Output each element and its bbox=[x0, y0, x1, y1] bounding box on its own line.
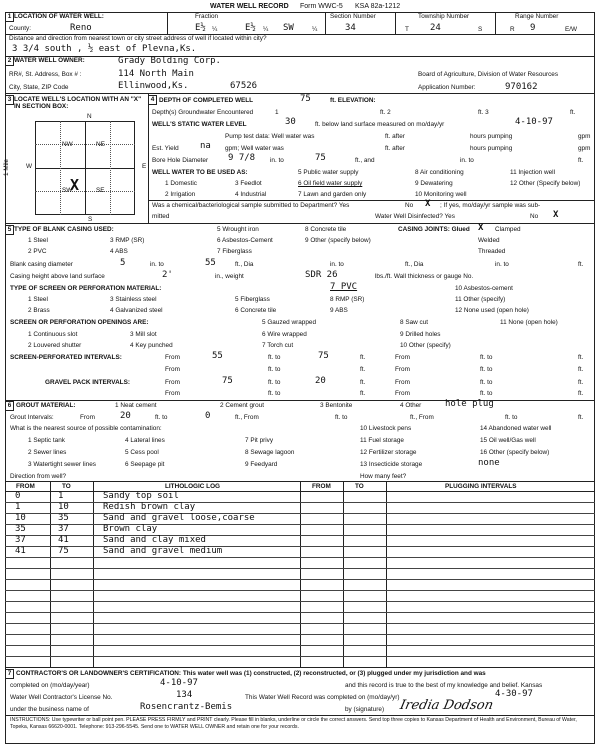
screen-material-label: TYPE OF SCREEN OR PERFORATION MATERIAL: bbox=[10, 285, 162, 292]
use-public: 5 Public water supply bbox=[298, 169, 359, 176]
gp-ft-3: ft. bbox=[360, 390, 366, 397]
log-rule bbox=[5, 601, 595, 602]
application-label: Application Number: bbox=[418, 84, 476, 91]
log-row-from: 35 bbox=[15, 524, 26, 534]
screen-concrete: 6 Concrete tile bbox=[235, 307, 277, 314]
sp-ft-to: ft. to bbox=[268, 354, 281, 361]
gi-ft-3: ft. bbox=[578, 414, 584, 421]
log-rule bbox=[5, 623, 595, 624]
grout-intervals-label: Grout Intervals: bbox=[10, 414, 54, 421]
range-r: R bbox=[510, 26, 515, 33]
direction-label: Direction from well? bbox=[10, 473, 67, 480]
casing-fiberglass: 7 Fiberglass bbox=[217, 248, 252, 255]
fraction-1: E½ bbox=[195, 23, 206, 33]
instructions-text: INSTRUCTIONS: Use typewriter or ball point pen. PLEASE PRESS FIRMLY and PRINT clearly. Please fill in blanks, underline or circle the correct answers. Send top three copies to Kansas Department of Health and Environment, Bureau of Water, Topeka, Kansas 66620-0001. Telephone: 913-296-5545. Send one to WATER WELL OWNER and retain one for your records. bbox=[10, 717, 577, 730]
section-number-2: 2 bbox=[5, 56, 14, 66]
disinfected-no: No bbox=[530, 213, 539, 220]
casing-concrete: 8 Concrete tile bbox=[305, 226, 347, 233]
sp-ft-to-3: ft. to bbox=[268, 366, 281, 373]
sp-ft-to-2: ft. to bbox=[480, 354, 493, 361]
gp-ft-4: ft. bbox=[578, 390, 584, 397]
static-suffix: ft. below land surface measured on mo/day/yr bbox=[315, 121, 445, 128]
gw-1: 1 bbox=[275, 109, 279, 116]
gi-ft-to-2: ft. to bbox=[335, 414, 348, 421]
open-mill: 3 Mill slot bbox=[130, 331, 157, 338]
township-s: S bbox=[478, 26, 483, 33]
sp-ft-4: ft. bbox=[578, 366, 584, 373]
casing-abs: 4 ABS bbox=[110, 248, 128, 255]
diameter-ft-dia-2: ft., Dia bbox=[405, 261, 424, 268]
bore-in-to: in. to bbox=[270, 157, 284, 164]
log-row-from: 0 bbox=[15, 491, 21, 501]
bact-mitted: mitted bbox=[152, 213, 170, 220]
fraction-3: SW bbox=[283, 23, 294, 33]
log-row-to: 37 bbox=[58, 524, 69, 534]
screen-brass: 2 Brass bbox=[28, 307, 50, 314]
open-torch: 7 Torch cut bbox=[262, 342, 294, 349]
static-level-value: 30 bbox=[285, 117, 296, 127]
log-rule bbox=[5, 656, 595, 657]
south-label: S bbox=[88, 216, 93, 223]
bore-to-value: 75 bbox=[315, 153, 326, 163]
sp-ft: ft. bbox=[360, 354, 366, 361]
log-rule bbox=[5, 634, 595, 635]
log-row-to: 1 bbox=[58, 491, 64, 501]
log-rule bbox=[5, 535, 595, 536]
county-value: Reno bbox=[70, 23, 92, 33]
business-name: Rosencrantz-Bemis bbox=[140, 702, 233, 712]
use-injection: 11 Injection well bbox=[510, 169, 555, 176]
log-row-desc: Sand and gravel loose,coarse bbox=[103, 513, 255, 523]
ksa-reference: KSA 82a-1212 bbox=[355, 3, 401, 10]
weight-value: SDR 26 bbox=[305, 270, 338, 280]
disinfected-x: X bbox=[553, 210, 559, 220]
diameter-ft-3: ft. bbox=[578, 261, 584, 268]
contam-seepage: 6 Seepage pit bbox=[125, 461, 165, 468]
gp-ft-to-2: ft. to bbox=[480, 379, 493, 386]
grout-label: GROUT MATERIAL: bbox=[16, 402, 76, 409]
casing-steel: 1 Steel bbox=[28, 237, 48, 244]
city-value: Ellinwood,Ks. bbox=[118, 81, 189, 91]
open-other: 10 Other (specify) bbox=[400, 342, 451, 349]
license-number: 134 bbox=[176, 690, 193, 700]
section-number-label: Section Number bbox=[330, 13, 376, 20]
form-number: Form WWC-5 bbox=[300, 3, 343, 10]
use-lawn: 7 Lawn and garden only bbox=[298, 191, 367, 198]
license-label: Water Well Contractor's License No. bbox=[10, 694, 113, 701]
elevation-label: ft. ELEVATION: bbox=[330, 97, 376, 104]
depth-value: 75 bbox=[300, 94, 311, 104]
use-oilfield: 6 Oil field water supply bbox=[298, 180, 363, 187]
log-rule bbox=[5, 590, 595, 591]
completed-suffix: and this record is true to the best of my knowledge and belief. Kansas bbox=[345, 682, 543, 689]
contam-septic: 1 Septic tank bbox=[28, 437, 65, 444]
use-other: 12 Other (Specify below) bbox=[510, 180, 581, 187]
casing-other: 9 Other (specify below) bbox=[305, 237, 371, 244]
gi-to-value: 0 bbox=[205, 411, 211, 421]
section-number-5: 5 bbox=[5, 225, 14, 235]
application-number: 970162 bbox=[505, 82, 538, 92]
yield-hours: hours pumping bbox=[470, 145, 513, 152]
log-row-desc: Sandy top soil bbox=[103, 491, 179, 501]
log-row-from: 10 bbox=[15, 513, 26, 523]
height-label: Casing height above land surface bbox=[10, 273, 105, 280]
section-value: 34 bbox=[345, 23, 356, 33]
screen-other: 11 Other (specify) bbox=[455, 296, 506, 303]
contam-cesspool: 5 Cess pool bbox=[125, 449, 159, 456]
contam-fertilizer: 12 Fertilizer storage bbox=[360, 449, 417, 456]
yield-label: Est. Yield bbox=[152, 145, 179, 152]
log-row-from: 1 bbox=[15, 502, 21, 512]
gw-2: ft. 2 bbox=[380, 109, 391, 116]
gp-ft: ft. bbox=[360, 379, 366, 386]
open-gauzed: 5 Gauzed wrapped bbox=[262, 319, 317, 326]
gi-ft-to: ft. to bbox=[155, 414, 168, 421]
use-label: WELL WATER TO BE USED AS: bbox=[152, 169, 248, 176]
contamination-label: What is the nearest source of possible contamination: bbox=[10, 425, 162, 432]
groundwater-label: Depth(s) Groundwater Encountered bbox=[152, 109, 254, 116]
township-label: Township Number bbox=[418, 13, 470, 20]
contam-watertight: 3 Watertight sewer lines bbox=[28, 461, 96, 468]
contam-abandoned: 14 Abandoned water well bbox=[480, 425, 552, 432]
sp-from-3: From bbox=[165, 366, 180, 373]
city-label: City, State, ZIP Code bbox=[9, 84, 69, 91]
gp-to-value: 20 bbox=[315, 376, 326, 386]
range-label: Range Number bbox=[515, 13, 559, 20]
screen-rmp: 8 RMP (SR) bbox=[330, 296, 365, 303]
certification-text: CONTRACTOR'S OR LANDOWNER'S CERTIFICATION: This water well was (1) constructed, (2) reconstructed, or (3) plugged under my jurisdiction and was bbox=[16, 670, 486, 677]
wall-thickness-label: lbs./ft. Wall thickness or gauge No. bbox=[375, 273, 474, 280]
use-domestic: 1 Domestic bbox=[165, 180, 197, 187]
signature: Iredia Dodson bbox=[398, 698, 495, 713]
bact-no: No bbox=[405, 202, 414, 209]
grout-cement: 2 Cement grout bbox=[220, 402, 265, 409]
location-label: LOCATION OF WATER WELL: bbox=[14, 13, 104, 20]
contam-livestock: 10 Livestock pens bbox=[360, 425, 412, 432]
contam-fuel: 11 Fuel storage bbox=[360, 437, 404, 444]
log-row-desc: Redish brown clay bbox=[103, 502, 196, 512]
height-weight: in., weight bbox=[215, 273, 244, 280]
joints-label: CASING JOINTS: Glued bbox=[398, 226, 470, 233]
open-none: 11 None (open hole) bbox=[500, 319, 558, 326]
gp-from-4: From bbox=[395, 390, 410, 397]
log-rule bbox=[5, 502, 595, 503]
gi-from-label: From bbox=[80, 414, 95, 421]
contam-lagoon: 8 Sewage lagoon bbox=[245, 449, 295, 456]
diameter-in-to-2: in. to bbox=[330, 261, 344, 268]
open-key: 4 Key punched bbox=[130, 342, 173, 349]
log-row-desc: Brown clay bbox=[103, 524, 158, 534]
grout-other-value: hole plug bbox=[445, 399, 494, 409]
pump-gpm: gpm bbox=[578, 133, 591, 140]
completed-date: 4-10-97 bbox=[160, 678, 198, 688]
log-rule bbox=[5, 524, 595, 525]
log-row-desc: Sand and gravel medium bbox=[103, 546, 223, 556]
pump-hours: hours pumping bbox=[470, 133, 513, 140]
county-label: County: bbox=[9, 25, 32, 32]
contam-sewer: 2 Sewer lines bbox=[28, 449, 67, 456]
casing-label: TYPE OF BLANK CASING USED: bbox=[14, 226, 114, 233]
diameter-to-value: 55 bbox=[205, 258, 216, 268]
quarter-1: ¼ bbox=[212, 26, 218, 33]
gi-ft-from-2: ft., From bbox=[410, 414, 434, 421]
open-continuous: 1 Continuous slot bbox=[28, 331, 78, 338]
screen-intervals-label: SCREEN-PERFORATED INTERVALS: bbox=[10, 354, 122, 361]
screen-abs: 9 ABS bbox=[330, 307, 348, 314]
yield-gpm-2: gpm bbox=[578, 145, 591, 152]
gp-ft-to-3: ft. to bbox=[268, 390, 281, 397]
static-level-label: WELL'S STATIC WATER LEVEL bbox=[152, 121, 247, 128]
directions-value: 3 3/4 south , ½ east of Plevna,Ks. bbox=[12, 44, 197, 54]
log-rule bbox=[5, 568, 595, 569]
use-industrial: 4 Industrial bbox=[235, 191, 267, 198]
joints-welded: Welded bbox=[478, 237, 500, 244]
diameter-label: Blank casing diameter bbox=[10, 261, 73, 268]
section-number-4: 4 bbox=[148, 95, 157, 105]
owner-label: WATER WELL OWNER: bbox=[14, 57, 85, 64]
gp-ft-to-4: ft. to bbox=[480, 390, 493, 397]
log-row-to: 35 bbox=[58, 513, 69, 523]
log-row-from: 41 bbox=[15, 546, 26, 556]
casing-pvc: 2 PVC bbox=[28, 248, 47, 255]
address-label: RR#, St. Address, Box # : bbox=[9, 71, 82, 78]
log-rule bbox=[5, 645, 595, 646]
sp-from-4: From bbox=[395, 366, 410, 373]
screen-steel: 1 Steel bbox=[28, 296, 48, 303]
gw-ft: ft. bbox=[570, 109, 576, 116]
log-from-header: FROM bbox=[16, 483, 35, 490]
casing-rmp: 3 RMP (SR) bbox=[110, 237, 145, 244]
log-row-desc: Sand and clay mixed bbox=[103, 535, 206, 545]
township-value: 24 bbox=[430, 23, 441, 33]
depth-label: DEPTH OF COMPLETED WELL bbox=[159, 97, 254, 104]
diameter-value: 5 bbox=[120, 258, 126, 268]
north-label: N bbox=[87, 113, 92, 120]
openings-label: SCREEN OR PERFORATION OPENINGS ARE: bbox=[10, 319, 149, 326]
section-box-label: LOCATE WELL'S LOCATION WITH AN "X" IN SECTION BOX: bbox=[14, 96, 142, 110]
contam-privy: 7 Pit privy bbox=[245, 437, 274, 444]
use-dewatering: 9 Dewatering bbox=[415, 180, 453, 187]
screen-none: 12 None used (open hole) bbox=[455, 307, 529, 314]
sp-ft-3: ft. bbox=[360, 366, 366, 373]
bact-suffix: ; If yes, mo/day/yr sample was sub- bbox=[440, 202, 541, 209]
plug-from-header: FROM bbox=[312, 483, 331, 490]
log-rule bbox=[5, 513, 595, 514]
grout-bentonite: 3 Bentonite bbox=[320, 402, 353, 409]
how-many-feet-label: How many feet? bbox=[360, 473, 407, 480]
sp-ft-to-4: ft. to bbox=[480, 366, 493, 373]
section-number-6: 6 bbox=[5, 401, 14, 411]
section-number-3: 3 bbox=[5, 95, 14, 105]
west-label: W bbox=[26, 163, 33, 170]
screen-galvanized: 4 Galvanized steel bbox=[110, 307, 163, 314]
pump-after: ft. after bbox=[385, 133, 405, 140]
zip-value: 67526 bbox=[230, 81, 258, 91]
log-row-to: 41 bbox=[58, 535, 69, 545]
height-value: 2' bbox=[162, 270, 173, 280]
bore-ft-2: ft. bbox=[578, 157, 584, 164]
log-rule bbox=[5, 546, 595, 547]
open-saw: 8 Saw cut bbox=[400, 319, 429, 326]
signature-label: by (signature) bbox=[345, 706, 385, 713]
grout-neat: 1 Neat cement bbox=[115, 402, 157, 409]
quarter-2: ¼ bbox=[263, 26, 269, 33]
gp-from-2: From bbox=[395, 379, 410, 386]
diameter-in-to-3: in. to bbox=[495, 261, 509, 268]
gravel-pack-label: GRAVEL PACK INTERVALS: bbox=[45, 379, 130, 386]
section-number-1: 1 bbox=[5, 12, 14, 22]
yield-after: ft. after bbox=[385, 145, 405, 152]
log-row-to: 75 bbox=[58, 546, 69, 556]
mile-scale-label: 1 Mile bbox=[3, 158, 10, 176]
sp-ft-2: ft. bbox=[578, 354, 584, 361]
gp-from-value: 75 bbox=[222, 376, 233, 386]
yield-value: na bbox=[200, 141, 211, 151]
address-value: 114 North Main bbox=[118, 69, 194, 79]
grout-other: 4 Other bbox=[400, 402, 422, 409]
well-location-mark: X bbox=[70, 176, 80, 194]
completed-label: completed on (mo/day/year) bbox=[10, 682, 90, 689]
gp-ft-to: ft. to bbox=[268, 379, 281, 386]
log-rule bbox=[5, 557, 595, 558]
casing-asbestos: 6 Asbestos-Cement bbox=[217, 237, 273, 244]
gp-from-3: From bbox=[165, 390, 180, 397]
gp-ft-2: ft. bbox=[578, 379, 584, 386]
log-row-from: 37 bbox=[15, 535, 26, 545]
static-date: 4-10-97 bbox=[515, 117, 553, 127]
use-feedlot: 3 Feedlot bbox=[235, 180, 262, 187]
east-label: E bbox=[142, 163, 147, 170]
yield-gpm: gpm; Well water was bbox=[225, 145, 284, 152]
business-label: under the business name of bbox=[10, 706, 89, 713]
section-number-7: 7 bbox=[5, 669, 14, 679]
range-ew: E/W bbox=[565, 26, 578, 33]
nw-quadrant: NW bbox=[62, 141, 73, 148]
range-value: 9 bbox=[530, 23, 536, 33]
gp-from-label: From bbox=[165, 379, 180, 386]
log-row-to: 10 bbox=[58, 502, 69, 512]
diameter-ft-dia: ft., Dia bbox=[235, 261, 254, 268]
ne-quadrant: NE bbox=[96, 141, 105, 148]
bore-value: 9 7/8 bbox=[228, 153, 256, 163]
township-t: T bbox=[405, 26, 409, 33]
fraction-label: Fraction bbox=[195, 13, 219, 20]
se-quadrant: SE bbox=[96, 187, 105, 194]
bore-label: Bore Hole Diameter bbox=[152, 157, 209, 164]
contam-insecticide: 13 Insecticide storage bbox=[360, 461, 423, 468]
joints-threaded: Threaded bbox=[478, 248, 506, 255]
contam-other: 16 Other (specify below) bbox=[480, 449, 550, 456]
screen-asbestos: 10 Asbestos-cement bbox=[455, 285, 513, 292]
gi-from-value: 20 bbox=[120, 411, 131, 421]
log-rule bbox=[5, 612, 595, 613]
gi-ft-to-3: ft. to bbox=[505, 414, 518, 421]
bore-in-to-2: in. to bbox=[460, 157, 474, 164]
contam-lateral: 4 Lateral lines bbox=[125, 437, 165, 444]
joints-clamped: Clamped bbox=[495, 226, 521, 233]
record-completed-label: This Water Well Record was completed on (mo/day/yr) bbox=[245, 694, 400, 701]
contam-oilgas: 15 Oil well/Gas well bbox=[480, 437, 536, 444]
form-title: WATER WELL RECORD bbox=[210, 3, 289, 10]
use-irrigation: 2 Irrigation bbox=[165, 191, 196, 198]
log-to-header: TO bbox=[62, 483, 71, 490]
sp-from-label: From bbox=[165, 354, 180, 361]
screen-fiberglass: 5 Fiberglass bbox=[235, 296, 270, 303]
board-label: Board of Agriculture, Division of Water Resources bbox=[418, 71, 559, 78]
contam-feedyard: 9 Feedyard bbox=[245, 461, 278, 468]
open-drilled: 9 Drilled holes bbox=[400, 331, 441, 338]
bact-x: X bbox=[425, 199, 431, 209]
open-wire: 6 Wire wrapped bbox=[262, 331, 307, 338]
joints-x: X bbox=[478, 223, 484, 233]
sp-from-2: From bbox=[395, 354, 410, 361]
screen-pvc: 7 PVC bbox=[330, 282, 358, 292]
contam-other-value: none bbox=[478, 458, 500, 468]
gi-ft-from: ft., From bbox=[235, 414, 259, 421]
casing-wrought: 5 Wrought iron bbox=[217, 226, 259, 233]
record-date: 4-30-97 bbox=[495, 689, 533, 699]
log-rule bbox=[5, 579, 595, 580]
gw-3: ft. 3 bbox=[478, 109, 489, 116]
screen-stainless: 3 Stainless steel bbox=[110, 296, 157, 303]
use-air: 8 Air conditioning bbox=[415, 169, 464, 176]
diameter-in-to: in. to bbox=[150, 261, 164, 268]
directions-label: Distance and direction from nearest town or city street address of well if located within city? bbox=[9, 35, 267, 42]
log-litho-header: LITHOLOGIC LOG bbox=[165, 483, 221, 490]
bore-ft-and: ft., and bbox=[355, 157, 375, 164]
pump-test-label: Pump test data: Well water was bbox=[225, 133, 315, 140]
disinfected-label: Water Well Disinfected? Yes bbox=[375, 213, 455, 220]
owner-value: Grady Bolding Corp. bbox=[118, 56, 221, 66]
plug-to-header: TO bbox=[355, 483, 364, 490]
open-louvered: 2 Louvered shutter bbox=[28, 342, 82, 349]
quarter-3: ¼ bbox=[312, 26, 318, 33]
sp-from-value: 55 bbox=[212, 351, 223, 361]
sp-to-value: 75 bbox=[318, 351, 329, 361]
bact-label: Was a chemical/bacteriological sample submitted to Department? Yes bbox=[152, 202, 350, 209]
fraction-2: E½ bbox=[245, 23, 256, 33]
plug-intervals-header: PLUGGING INTERVALS bbox=[445, 483, 517, 490]
sw-quadrant: SW bbox=[62, 187, 73, 194]
use-monitoring: 10 Monitoring well bbox=[415, 191, 467, 198]
